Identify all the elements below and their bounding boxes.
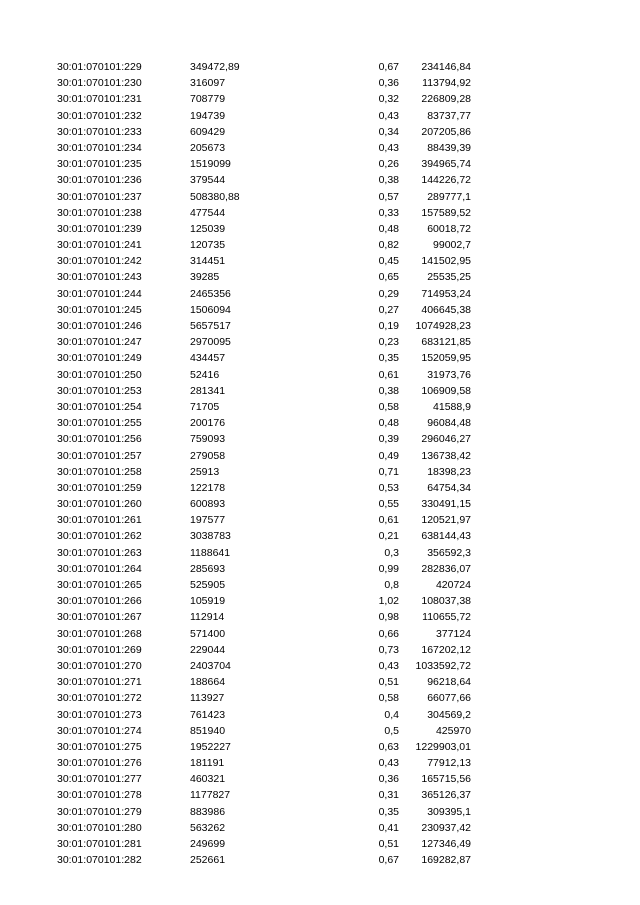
amount-cell: 230937,42: [421, 821, 471, 834]
rate-cell: 0,32: [378, 93, 399, 106]
table-row: [0, 512, 640, 528]
amount-cell: 683121,85: [421, 336, 471, 349]
cadastral-number-cell: 30:01:070101:261: [57, 514, 142, 527]
amount-cell: 77912,13: [427, 757, 471, 770]
cadastral-number-cell: 30:01:070101:258: [57, 465, 142, 478]
amount-cell: 1229903,01: [415, 740, 471, 753]
rate-cell: 0,35: [378, 805, 399, 818]
cadastral-number-cell: 30:01:070101:272: [57, 692, 142, 705]
amount-cell: 394965,74: [421, 158, 471, 171]
table-row: [0, 415, 640, 431]
rate-cell: 1,02: [378, 595, 399, 608]
rate-cell: 0,71: [378, 465, 399, 478]
cadastral-number-cell: 30:01:070101:271: [57, 676, 142, 689]
amount-cell: 64754,34: [427, 481, 471, 494]
amount-cell: 110655,72: [422, 611, 471, 624]
amount-cell: 25535,25: [427, 271, 471, 284]
rate-cell: 0,43: [378, 659, 399, 672]
cadastral-value-cell: 52416: [190, 368, 220, 381]
cadastral-value-cell: 477544: [190, 206, 226, 219]
table-row: [0, 189, 640, 205]
table-row: [0, 172, 640, 188]
rate-cell: 0,33: [378, 206, 399, 219]
amount-cell: 66077,66: [427, 692, 471, 705]
table-row: [0, 852, 640, 868]
amount-cell: 31973,76: [427, 368, 471, 381]
rate-cell: 0,67: [378, 61, 399, 73]
cadastral-number-cell: 30:01:070101:260: [57, 498, 142, 511]
table-row: [0, 334, 640, 350]
table-row: [0, 399, 640, 415]
cadastral-number-cell: 30:01:070101:264: [57, 562, 142, 575]
rate-cell: 0,29: [378, 287, 399, 300]
cadastral-number-cell: 30:01:070101:236: [57, 174, 142, 187]
cadastral-number-cell: 30:01:070101:263: [57, 546, 142, 559]
cadastral-value-cell: 434457: [190, 352, 226, 365]
rate-cell: 0,51: [378, 676, 399, 689]
cadastral-value-cell: 2465356: [190, 287, 231, 300]
table-row: [0, 237, 640, 253]
rate-cell: 0,55: [378, 498, 399, 511]
amount-cell: 714953,24: [421, 287, 471, 300]
amount-cell: 127346,49: [421, 838, 471, 850]
table-row: [0, 723, 640, 739]
cadastral-number-cell: 30:01:070101:231: [57, 93, 142, 106]
cadastral-number-cell: 30:01:070101:244: [57, 287, 142, 300]
rate-cell: 0,23: [378, 336, 399, 349]
rate-cell: 0,34: [378, 125, 399, 138]
rate-cell: 0,67: [378, 854, 399, 867]
amount-cell: 99002,7: [433, 239, 471, 252]
amount-cell: 1074928,23: [415, 320, 471, 332]
amount-cell: 96218,64: [427, 676, 471, 689]
cadastral-value-cell: 112914: [190, 611, 225, 624]
rate-cell: 0,82: [378, 239, 399, 252]
cadastral-value-cell: 252661: [190, 854, 226, 867]
table-row: [0, 350, 640, 366]
amount-cell: 234146,84: [421, 61, 471, 73]
cadastral-value-cell: 194739: [190, 109, 226, 122]
cadastral-value-cell: 1952227: [190, 740, 231, 753]
rate-cell: 0,58: [378, 400, 399, 413]
cadastral-number-cell: 30:01:070101:269: [57, 643, 142, 656]
amount-cell: 356592,3: [427, 546, 471, 559]
rate-cell: 0,21: [378, 530, 399, 543]
cadastral-number-cell: 30:01:070101:245: [57, 303, 142, 316]
amount-cell: 157589,52: [421, 206, 471, 219]
rate-cell: 0,5: [384, 724, 399, 737]
cadastral-number-cell: 30:01:070101:234: [57, 141, 142, 154]
rate-cell: 0,48: [378, 222, 399, 235]
amount-cell: 296046,27: [421, 433, 471, 446]
amount-cell: 304569,2: [427, 708, 471, 721]
table-row: [0, 528, 640, 544]
table-row: [0, 302, 640, 318]
cadastral-value-cell: 188664: [190, 676, 226, 689]
table-row: [0, 804, 640, 820]
cadastral-number-cell: 30:01:070101:239: [57, 222, 142, 235]
table-row: [0, 464, 640, 480]
rate-cell: 0,98: [378, 611, 399, 624]
table-row: [0, 124, 640, 140]
cadastral-number-cell: 30:01:070101:232: [57, 109, 142, 122]
cadastral-value-cell: 39285: [190, 271, 220, 284]
table-row: [0, 836, 640, 852]
cadastral-number-cell: 30:01:070101:255: [57, 417, 142, 430]
cadastral-number-cell: 30:01:070101:241: [57, 239, 142, 252]
rate-cell: 0,61: [378, 368, 399, 381]
table-row: [0, 739, 640, 755]
cadastral-value-cell: 120735: [190, 239, 226, 252]
cadastral-value-cell: 205673: [190, 141, 226, 154]
cadastral-value-cell: 761423: [190, 708, 226, 721]
cadastral-number-cell: 30:01:070101:276: [57, 757, 142, 770]
rate-cell: 0,39: [378, 433, 399, 446]
rate-cell: 0,58: [378, 692, 399, 705]
table-row: [0, 253, 640, 269]
cadastral-value-cell: 571400: [190, 627, 226, 640]
cadastral-number-cell: 30:01:070101:256: [57, 433, 142, 446]
cadastral-number-cell: 30:01:070101:268: [57, 627, 142, 640]
amount-cell: 141502,95: [421, 255, 471, 268]
table-row: [0, 448, 640, 464]
rate-cell: 0,43: [378, 109, 399, 122]
amount-cell: 165715,56: [421, 773, 471, 786]
rate-cell: 0,49: [378, 449, 399, 462]
rate-cell: 0,38: [378, 174, 399, 187]
amount-cell: 638144,43: [421, 530, 471, 543]
rate-cell: 0,45: [378, 255, 399, 268]
cadastral-number-cell: 30:01:070101:279: [57, 805, 142, 818]
cadastral-value-cell: 105919: [190, 595, 226, 608]
cadastral-value-cell: 1519099: [190, 158, 231, 171]
amount-cell: 144226,72: [421, 174, 471, 187]
cadastral-number-cell: 30:01:070101:254: [57, 400, 142, 413]
cadastral-number-cell: 30:01:070101:246: [57, 320, 142, 332]
table-row: [0, 577, 640, 593]
rate-cell: 0,99: [378, 562, 399, 575]
cadastral-number-cell: 30:01:070101:274: [57, 724, 142, 737]
rate-cell: 0,38: [378, 384, 399, 397]
rate-cell: 0,4: [384, 708, 399, 721]
rate-cell: 0,35: [378, 352, 399, 365]
table-row: [0, 367, 640, 383]
amount-cell: 83737,77: [427, 109, 471, 122]
table-row: [0, 820, 640, 836]
rate-cell: 0,26: [378, 158, 399, 171]
cadastral-number-cell: 30:01:070101:259: [57, 481, 142, 494]
rate-cell: 0,31: [378, 789, 399, 802]
rate-cell: 0,51: [378, 838, 399, 850]
amount-cell: 136738,42: [421, 449, 471, 462]
amount-cell: 169282,87: [421, 854, 471, 867]
amount-cell: 96084,48: [427, 417, 471, 430]
amount-cell: 60018,72: [427, 222, 471, 235]
table-row: [0, 658, 640, 674]
cadastral-value-cell: 71705: [190, 400, 220, 413]
cadastral-value-cell: 314451: [190, 255, 226, 268]
rate-cell: 0,36: [378, 77, 399, 90]
cadastral-number-cell: 30:01:070101:265: [57, 579, 142, 591]
amount-cell: 88439,39: [427, 141, 471, 154]
amount-cell: 120521,97: [421, 514, 471, 527]
cadastral-value-cell: 200176: [190, 417, 226, 430]
rate-cell: 0,19: [378, 320, 399, 332]
table-row: [0, 545, 640, 561]
amount-cell: 226809,28: [421, 93, 471, 106]
rate-cell: 0,57: [378, 190, 399, 203]
cadastral-number-cell: 30:01:070101:242: [57, 255, 142, 268]
table-row: [0, 771, 640, 787]
amount-cell: 108037,38: [421, 595, 471, 608]
rate-cell: 0,36: [378, 773, 399, 786]
cadastral-number-cell: 30:01:070101:270: [57, 659, 142, 672]
cadastral-value-cell: 1188641: [190, 546, 231, 559]
rate-cell: 0,61: [378, 514, 399, 527]
amount-cell: 18398,23: [427, 465, 471, 478]
cadastral-value-cell: 5657517: [190, 320, 231, 332]
table-row: [0, 140, 640, 156]
table-row: [0, 318, 640, 334]
cadastral-number-cell: 30:01:070101:280: [57, 821, 142, 834]
rate-cell: 0,65: [378, 271, 399, 284]
table-row: [0, 674, 640, 690]
cadastral-value-cell: 285693: [190, 562, 226, 575]
table-row: [0, 480, 640, 496]
table-row: [0, 75, 640, 91]
table-row: [0, 642, 640, 658]
rate-cell: 0,63: [378, 740, 399, 753]
cadastral-number-cell: 30:01:070101:250: [57, 368, 142, 381]
amount-cell: 282836,07: [421, 562, 471, 575]
table-row: [0, 690, 640, 706]
cadastral-value-cell: 3038783: [190, 530, 231, 543]
table-row: [0, 626, 640, 642]
cadastral-value-cell: 379544: [190, 174, 226, 187]
cadastral-value-cell: 279058: [190, 449, 226, 462]
table-row: [0, 286, 640, 302]
cadastral-value-cell: 460321: [190, 773, 226, 786]
amount-cell: 420724: [435, 579, 471, 591]
amount-cell: 1033592,72: [415, 659, 471, 672]
rate-cell: 0,48: [378, 417, 399, 430]
amount-cell: 425970: [435, 724, 471, 737]
rate-cell: 0,41: [378, 821, 399, 834]
table-row: [0, 787, 640, 803]
amount-cell: 167202,12: [421, 643, 471, 656]
amount-cell: 377124: [435, 627, 471, 640]
rate-cell: 0,43: [378, 141, 399, 154]
amount-cell: 330491,15: [421, 498, 471, 511]
cadastral-number-cell: 30:01:070101:278: [57, 789, 142, 802]
table-row: [0, 609, 640, 625]
cadastral-number-cell: 30:01:070101:277: [57, 773, 142, 786]
table-row: [0, 561, 640, 577]
cadastral-number-cell: 30:01:070101:266: [57, 595, 142, 608]
cadastral-number-cell: 30:01:070101:233: [57, 125, 142, 138]
data-table: [0, 59, 640, 868]
table-row: [0, 431, 640, 447]
cadastral-value-cell: 125039: [190, 222, 226, 235]
rate-cell: 0,43: [378, 757, 399, 770]
cadastral-value-cell: 563262: [190, 821, 226, 834]
cadastral-number-cell: 30:01:070101:273: [57, 708, 142, 721]
cadastral-number-cell: 30:01:070101:281: [57, 838, 142, 850]
cadastral-value-cell: 708779: [190, 93, 226, 106]
cadastral-number-cell: 30:01:070101:249: [57, 352, 142, 365]
amount-cell: 289777,1: [427, 190, 471, 203]
cadastral-value-cell: 25913: [190, 465, 220, 478]
cadastral-number-cell: 30:01:070101:267: [57, 611, 142, 624]
rate-cell: 0,8: [384, 579, 399, 591]
cadastral-value-cell: 759093: [190, 433, 226, 446]
cadastral-value-cell: 249699: [190, 838, 226, 850]
amount-cell: 113794,92: [422, 77, 471, 90]
cadastral-value-cell: 181191: [190, 757, 225, 770]
table-row: [0, 707, 640, 723]
cadastral-number-cell: 30:01:070101:262: [57, 530, 142, 543]
cadastral-value-cell: 525905: [190, 579, 226, 591]
amount-cell: 406645,38: [421, 303, 471, 316]
rate-cell: 0,66: [378, 627, 399, 640]
cadastral-number-cell: 30:01:070101:253: [57, 384, 142, 397]
table-row: [0, 593, 640, 609]
cadastral-number-cell: 30:01:070101:257: [57, 449, 142, 462]
cadastral-value-cell: 1506094: [190, 303, 231, 316]
cadastral-number-cell: 30:01:070101:243: [57, 271, 142, 284]
cadastral-value-cell: 316097: [190, 77, 226, 90]
cadastral-value-cell: 883986: [190, 805, 226, 818]
rate-cell: 0,27: [378, 303, 399, 316]
cadastral-number-cell: 30:01:070101:282: [57, 854, 142, 867]
amount-cell: 106909,58: [421, 384, 471, 397]
rate-cell: 0,3: [384, 546, 399, 559]
table-row: [0, 496, 640, 512]
cadastral-number-cell: 30:01:070101:275: [57, 740, 142, 753]
table-row: [0, 59, 640, 75]
table-row: [0, 91, 640, 107]
table-row: [0, 221, 640, 237]
table-row: [0, 205, 640, 221]
cadastral-value-cell: 349472,89: [190, 61, 240, 73]
cadastral-number-cell: 30:01:070101:235: [57, 158, 142, 171]
cadastral-number-cell: 30:01:070101:247: [57, 336, 142, 349]
amount-cell: 207205,86: [421, 125, 471, 138]
table-row: [0, 108, 640, 124]
cadastral-value-cell: 508380,88: [190, 190, 240, 203]
cadastral-value-cell: 113927: [190, 692, 225, 705]
cadastral-value-cell: 851940: [190, 724, 226, 737]
cadastral-value-cell: 609429: [190, 125, 226, 138]
cadastral-value-cell: 600893: [190, 498, 226, 511]
cadastral-number-cell: 30:01:070101:237: [57, 190, 142, 203]
cadastral-value-cell: 229044: [190, 643, 226, 656]
rate-cell: 0,73: [378, 643, 399, 656]
rate-cell: 0,53: [378, 481, 399, 494]
cadastral-value-cell: 122178: [190, 481, 226, 494]
amount-cell: 365126,37: [421, 789, 471, 802]
cadastral-number-cell: 30:01:070101:229: [57, 61, 142, 73]
amount-cell: 41588,9: [433, 400, 471, 413]
cadastral-number-cell: 30:01:070101:230: [57, 77, 142, 90]
cadastral-value-cell: 2970095: [190, 336, 231, 349]
table-row: [0, 269, 640, 285]
cadastral-value-cell: 281341: [190, 384, 226, 397]
table-row: [0, 383, 640, 399]
cadastral-value-cell: 2403704: [190, 659, 231, 672]
table-row: [0, 755, 640, 771]
cadastral-value-cell: 1177827: [190, 789, 231, 802]
cadastral-number-cell: 30:01:070101:238: [57, 206, 142, 219]
cadastral-value-cell: 197577: [190, 514, 226, 527]
amount-cell: 152059,95: [421, 352, 471, 365]
amount-cell: 309395,1: [427, 805, 471, 818]
table-row: [0, 156, 640, 172]
